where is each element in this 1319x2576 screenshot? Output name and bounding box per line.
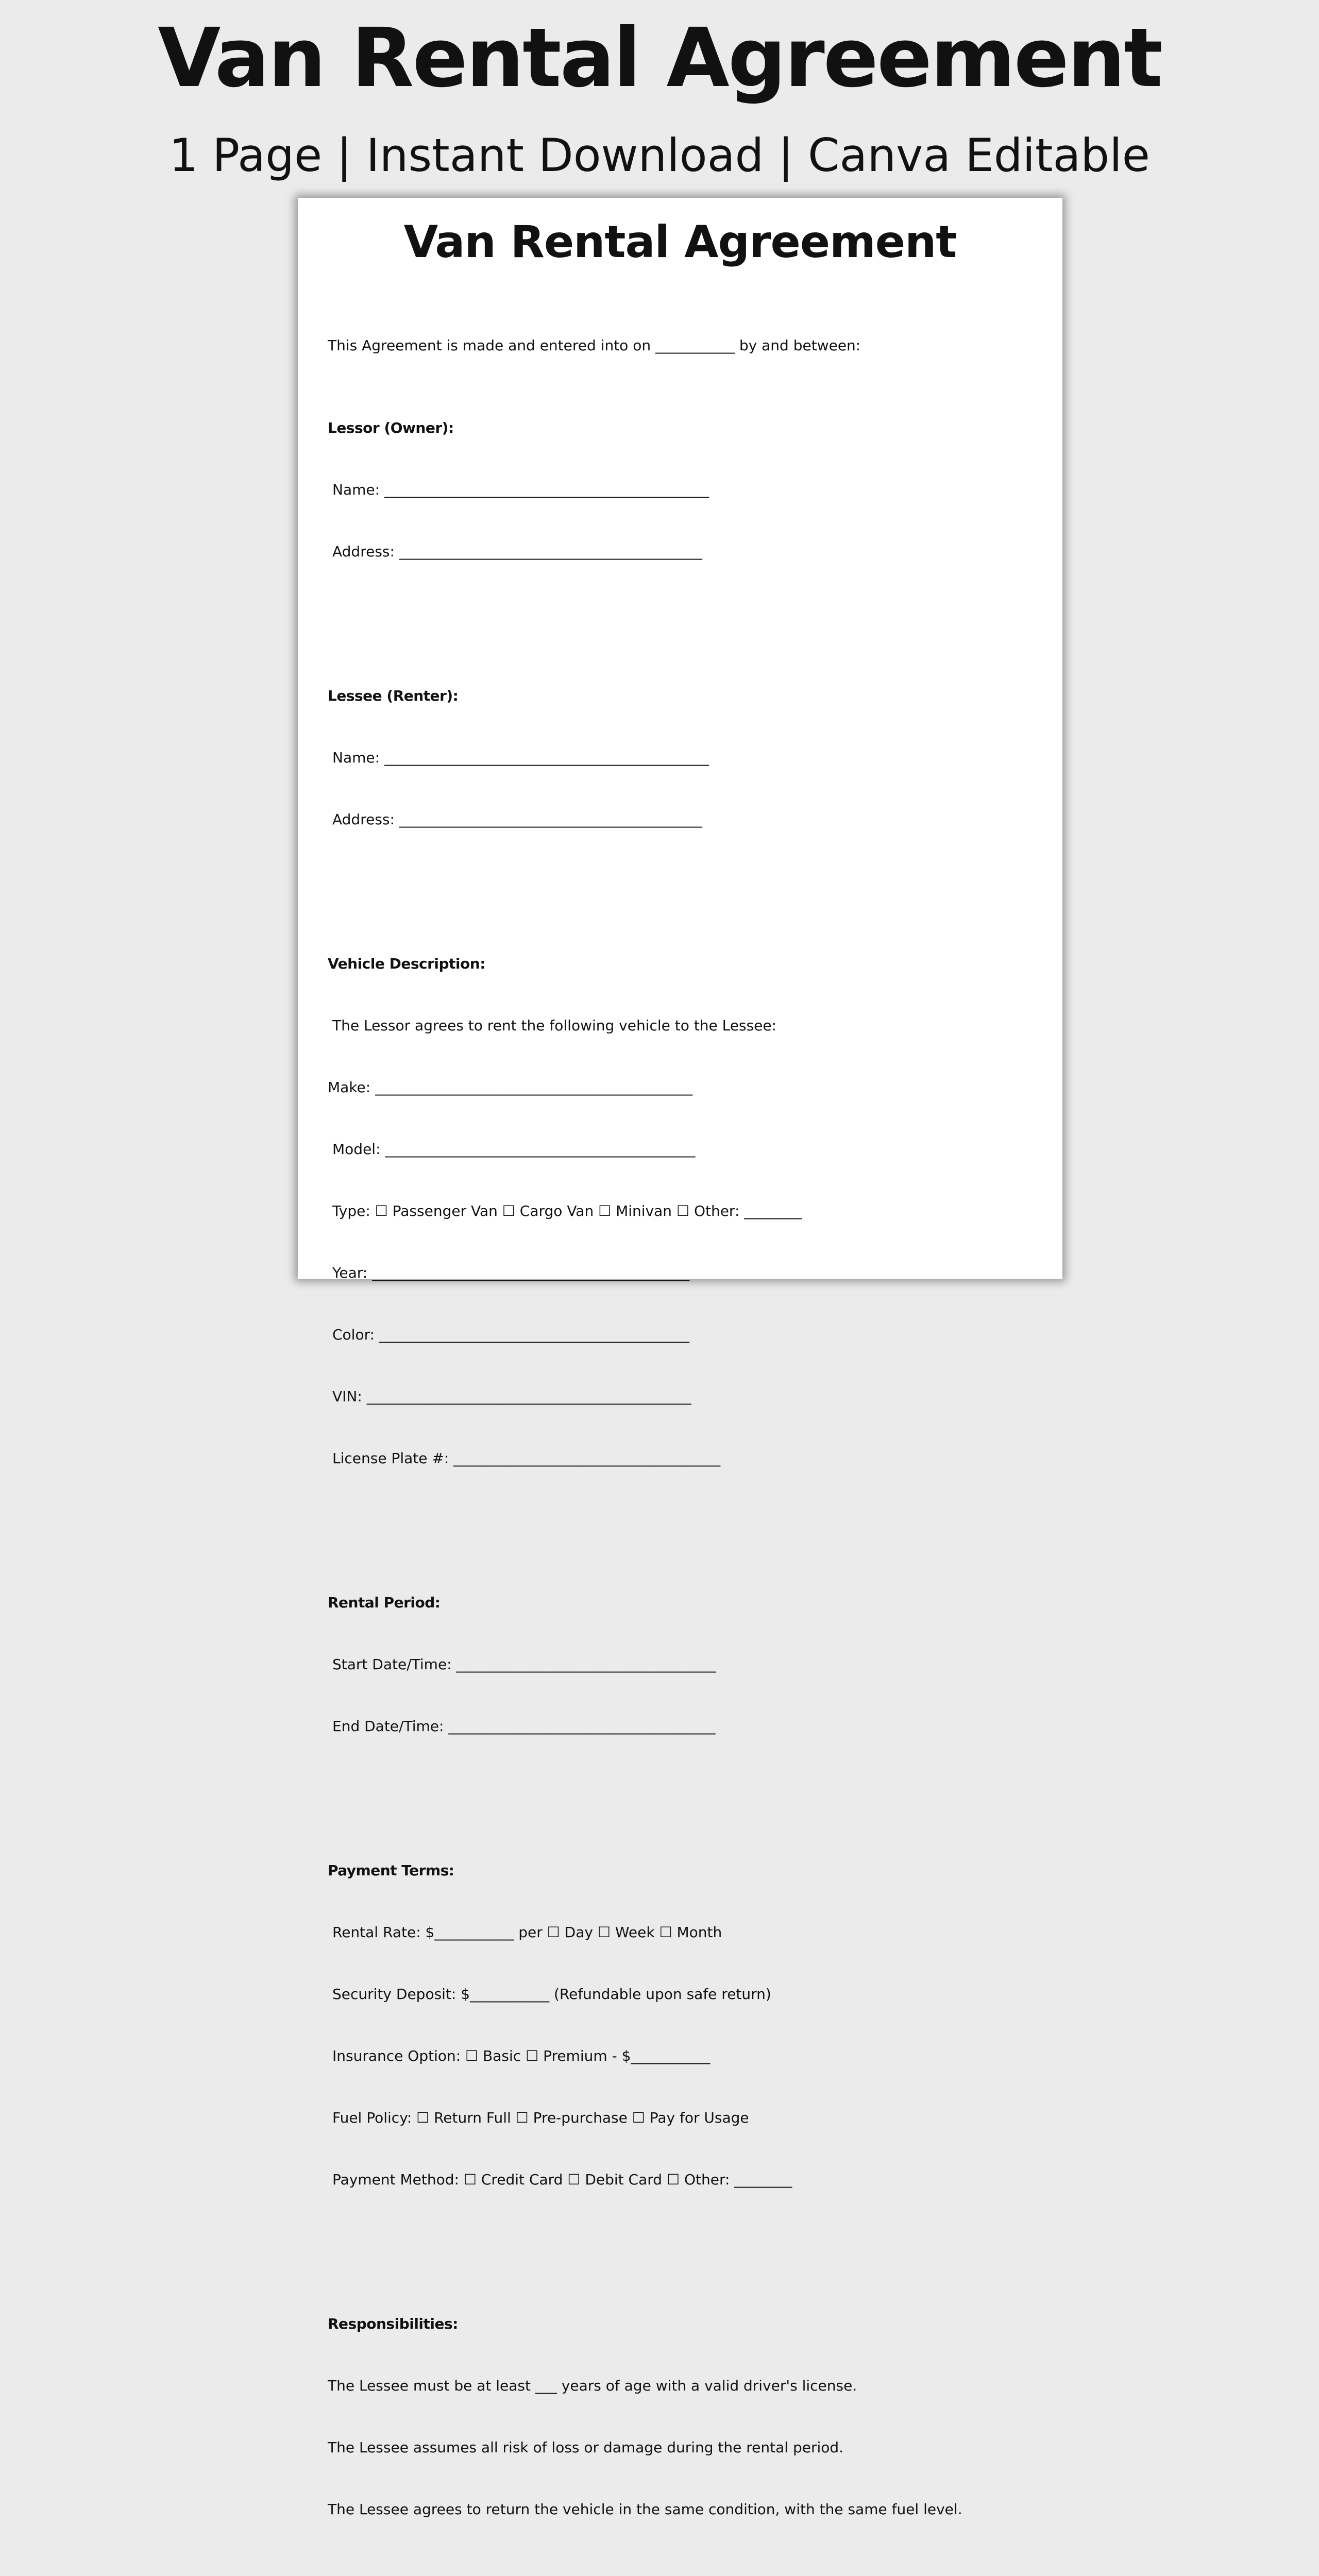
vehicle-year-field[interactable]: Year: ____________________________________________ <box>332 1264 690 1281</box>
spacer <box>328 603 1042 624</box>
agreement-sheet <box>298 198 1062 2518</box>
vehicle-color-field[interactable]: Color: ___________________________________________ <box>332 1326 689 1343</box>
vehicle-type-options[interactable]: Type: ☐ Passenger Van ☐ Cargo Van ☐ Minivan ☐ Other: ________ <box>332 1202 802 1219</box>
lessee-heading: Lessee (Renter): <box>328 687 459 704</box>
fuel-policy-field[interactable]: Fuel Policy: ☐ Return Full ☐ Pre-purchase ☐ Pay for Usage <box>332 2109 749 2126</box>
responsibility-return: The Lessee agrees to return the vehicle in the same condition, with the same fuel level. <box>328 2501 962 2518</box>
security-deposit-field[interactable]: Security Deposit: $___________ (Refundable upon safe return) <box>332 1986 771 2003</box>
vehicle-vin-field[interactable]: VIN: _____________________________________________ <box>332 1388 691 1405</box>
lessee-address-field[interactable]: Address: __________________________________________ <box>332 811 702 828</box>
start-datetime-field[interactable]: Start Date/Time: ____________________________________ <box>332 1656 716 1673</box>
banner-title: Van Rental Agreement <box>158 11 1161 106</box>
vehicle-model-field[interactable]: Model: ___________________________________________ <box>332 1141 696 1158</box>
vehicle-make-field[interactable]: Make: ____________________________________________ <box>328 1079 693 1096</box>
vehicle-intro: The Lessor agrees to rent the following vehicle to the Lessee: <box>332 1017 777 1034</box>
insurance-option-field[interactable]: Insurance Option: ☐ Basic ☐ Premium - $___________ <box>332 2047 711 2064</box>
lessor-address-field[interactable]: Address: __________________________________________ <box>332 543 702 560</box>
end-datetime-field[interactable]: End Date/Time: _____________________________________ <box>332 1718 716 1735</box>
vehicle-heading: Vehicle Description: <box>328 955 485 972</box>
rental-rate-field[interactable]: Rental Rate: $___________ per ☐ Day ☐ Week ☐ Month <box>332 1924 722 1941</box>
intro-line: This Agreement is made and entered into on ___________ by and between: <box>328 337 861 354</box>
payment-method-field[interactable]: Payment Method: ☐ Credit Card ☐ Debit Card ☐ Other: ________ <box>332 2171 792 2188</box>
banner-subtitle: 1 Page | Instant Download | Canva Editable <box>169 129 1150 182</box>
rental-period-heading: Rental Period: <box>328 1594 441 1611</box>
responsibilities-heading: Responsibilities: <box>328 2315 458 2332</box>
responsibility-age[interactable]: The Lessee must be at least ___ years of age with a valid driver's license. <box>328 2377 857 2394</box>
responsibility-risk: The Lessee assumes all risk of loss or damage during the rental period. <box>328 2439 844 2456</box>
lessor-name-field[interactable]: Name: _____________________________________________ <box>332 481 709 498</box>
payment-heading: Payment Terms: <box>328 1862 454 1879</box>
spacer <box>328 871 1042 892</box>
spacer <box>328 1778 1042 1799</box>
spacer <box>328 1510 1042 1531</box>
vehicle-plate-field[interactable]: License Plate #: _____________________________________ <box>332 1450 721 1467</box>
lessor-heading: Lessor (Owner): <box>328 419 454 436</box>
document-title: Van Rental Agreement <box>403 216 957 268</box>
spacer <box>328 2231 1042 2252</box>
spacer <box>328 2561 1042 2576</box>
document-body <box>328 294 1042 2576</box>
lessee-name-field[interactable]: Name: _____________________________________________ <box>332 749 709 766</box>
